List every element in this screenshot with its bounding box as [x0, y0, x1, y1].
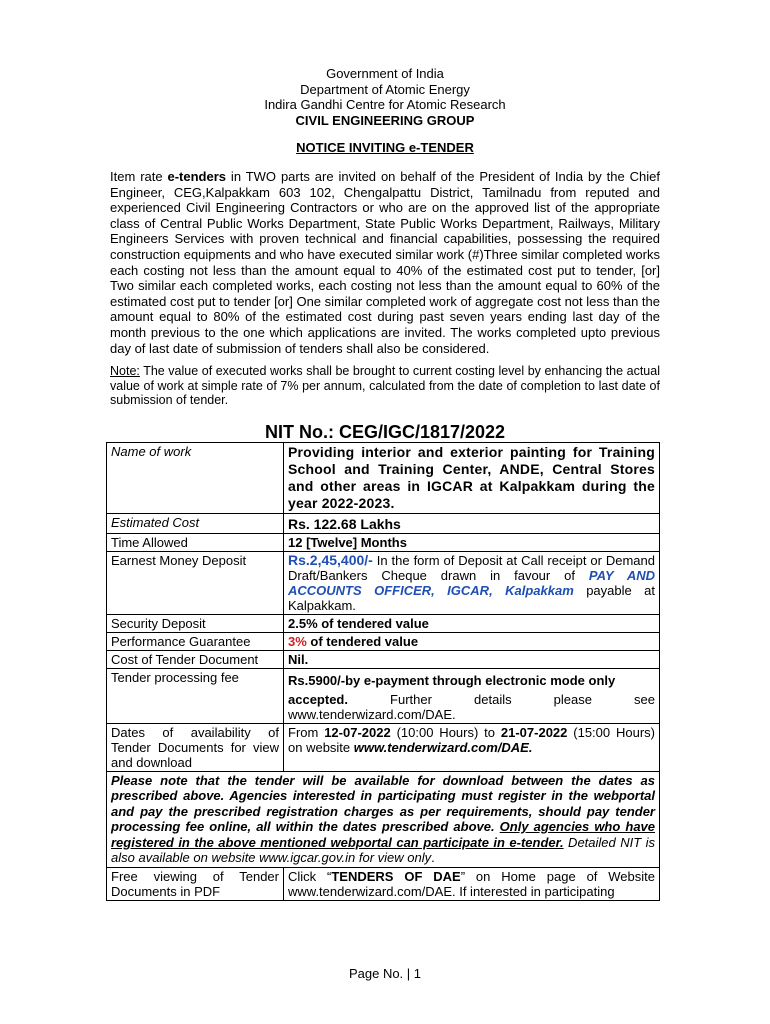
- note-label: Note:: [110, 364, 140, 379]
- processing-fee-label: Tender processing fee: [107, 668, 284, 723]
- tender-details-table: [106, 442, 660, 901]
- table-row: [107, 551, 660, 614]
- header-line-centre: Indira Gandhi Centre for Atomic Research: [264, 97, 506, 112]
- processing-line2: [288, 692, 655, 707]
- time-allowed-label: Time Allowed: [107, 533, 284, 551]
- document-header: [110, 66, 660, 128]
- dates-tail: (15:00 Hours) on website: [288, 724, 655, 755]
- free-view-bold: TENDERS OF DAE: [331, 868, 461, 884]
- note-paragraph: [110, 364, 660, 408]
- free-viewing-label: Free viewing of Tender Documents in PDF: [107, 867, 284, 900]
- download-note-detail: Detailed NIT is also available on website www.igcar.gov.in for view only: [111, 834, 655, 866]
- estimated-cost-value: Rs. 122.68 Lakhs: [284, 513, 660, 533]
- processing-line1: Rs.5900/-by e-payment through electronic mode only: [288, 672, 616, 688]
- performance-guarantee-value: [284, 632, 660, 650]
- table-row: [107, 442, 660, 513]
- intro-paragraph: [110, 169, 660, 356]
- processing-word-1: Further: [390, 691, 432, 707]
- download-note-text: Please note that the tender will be available for download between the dates as prescribed above. Agencies interested in participating must register in the webportal and pay the prescribed registration charges as per requirements, should pay tender processing fee online, all within the dates prescribed above.: [111, 772, 655, 835]
- intro-rest: in TWO parts are invited on behalf of the President of India by the Chief Engineer, CEG,Kalpakkam 603 102, Chengalpattu District, Tamilnadu from reputed and experienced Civil Engineering Contractors or who are on the approved list of the appropriate class of Central Public Works Department, State Public Works Department, Railways, Military Engineers Services with proven technical and financial capabilities, possessing the required construction equipments and who have executed similar work (#)Three similar completed works each costing not less than the amount equal to 40% of the estimated cost put to tender, [or] Two similar each completed works, each costing not less than the amount equal to 60% of the estimated cost put to tender [or] One similar completed work of aggregate cost not less than the amount equal to 80% of the estimated cost during past seven years ending last day of the month previous to the one which applications are invited. The works completed upto previous day of last date of submission of tenders shall also be considered.: [110, 169, 660, 356]
- name-of-work-value: Providing interior and exterior painting for Training School and Training Center, ANDE, Central Stores and other areas in IGCAR at Kalpakkam during the year 2022-2023.: [284, 442, 660, 513]
- performance-rest: of tendered value: [306, 633, 419, 649]
- download-note-end: .: [431, 850, 435, 866]
- dates-mid: (10:00 Hours) to: [390, 724, 501, 740]
- table-row: [107, 867, 660, 900]
- page-number-footer: Page No. | 1: [348, 966, 422, 981]
- free-viewing-value: [284, 867, 660, 900]
- table-row: [107, 632, 660, 650]
- security-deposit-value: 2.5% of tendered value: [284, 614, 660, 632]
- table-row: [107, 614, 660, 632]
- dates-label: Dates of availability of Tender Documents for view and download: [107, 723, 284, 771]
- notice-title: NOTICE INVITING e-TENDER: [296, 140, 474, 155]
- dates-value: [284, 723, 660, 771]
- table-row: [107, 533, 660, 551]
- dates-end: 21-07-2022: [500, 724, 568, 740]
- table-row: [107, 771, 660, 867]
- intro-start: Item rate: [110, 169, 168, 184]
- header-line-group: CIVIL ENGINEERING GROUP: [295, 112, 475, 128]
- intro-bold: e-tenders: [167, 169, 227, 184]
- dates-start: 12-07-2022: [324, 724, 391, 740]
- emd-value: [284, 551, 660, 614]
- emd-tail: payable at Kalpakkam.: [288, 582, 655, 613]
- security-deposit-label: Security Deposit: [107, 614, 284, 632]
- processing-word-2: details: [474, 691, 512, 707]
- estimated-cost-label: Estimated Cost: [107, 513, 284, 533]
- free-view-text1: Click “: [288, 868, 332, 884]
- name-of-work-label: Name of work: [107, 442, 284, 513]
- dates-from: From: [288, 724, 325, 740]
- performance-percent: 3%: [288, 633, 307, 649]
- nit-number: NIT No.: CEG/IGC/1817/2022: [264, 421, 506, 442]
- table-row: [107, 513, 660, 533]
- processing-website: www.tenderwizard.com/DAE.: [288, 706, 456, 722]
- emd-amount: Rs.2,45,400/-: [288, 551, 373, 568]
- dates-website: www.tenderwizard.com/DAE.: [353, 739, 533, 755]
- document-page: [110, 66, 660, 901]
- table-row: [107, 668, 660, 723]
- header-line-government: Government of India: [326, 66, 444, 81]
- note-text: The value of executed works shall be brought to current costing level by enhancing the actual value of work at simple rate of 7% per annum, calculated from the date of completion to last date of submission of tender.: [110, 364, 660, 408]
- header-line-department: Department of Atomic Energy: [300, 81, 470, 97]
- table-row: [107, 650, 660, 668]
- time-allowed-value: 12 [Twelve] Months: [284, 533, 660, 551]
- processing-word-3: please: [553, 691, 592, 707]
- processing-fee-value: [284, 668, 660, 723]
- free-view-text2: ” on Home page of Website www.tenderwizard.com/DAE. If interested in participating: [288, 868, 656, 899]
- emd-payee: PAY AND ACCOUNTS OFFICER, IGCAR, Kalpakkam: [288, 567, 655, 598]
- cost-of-document-label: Cost of Tender Document: [107, 650, 284, 668]
- download-note-underlined: Only agencies who have registered in the above mentioned webportal can participate in e-tender.: [111, 819, 656, 850]
- table-row: [107, 723, 660, 771]
- processing-word-4: see: [634, 691, 655, 707]
- cost-of-document-value: Nil.: [284, 650, 660, 668]
- download-note: [107, 771, 660, 867]
- emd-label: Earnest Money Deposit: [107, 551, 284, 614]
- emd-text: In the form of Deposit at Call receipt or Demand Draft/Bankers Cheque drawn in favour of: [288, 552, 655, 583]
- processing-accepted: accepted.: [288, 691, 348, 707]
- performance-guarantee-label: Performance Guarantee: [107, 632, 284, 650]
